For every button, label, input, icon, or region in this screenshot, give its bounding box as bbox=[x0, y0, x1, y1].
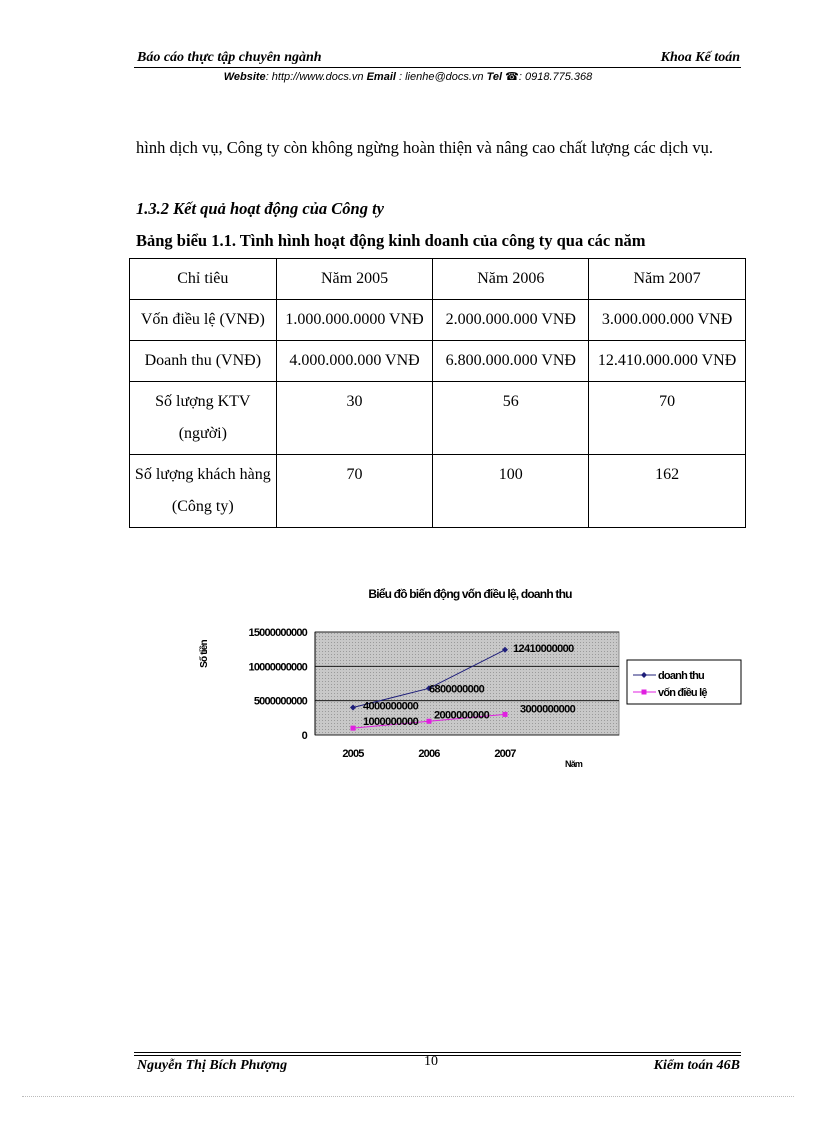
legend-marker bbox=[642, 690, 647, 695]
x-axis-label: Năm bbox=[565, 759, 583, 769]
table-cell: 56 bbox=[433, 382, 589, 455]
section-title: 1.3.2 Kết quả hoạt động của Công ty bbox=[136, 199, 384, 218]
data-label: 12410000000 bbox=[513, 642, 574, 655]
business-results-table bbox=[129, 258, 746, 528]
x-tick-label: 2005 bbox=[342, 748, 364, 760]
legend-label: vốn điều lệ bbox=[658, 687, 707, 699]
email-label: Email bbox=[366, 71, 396, 83]
header-department: Khoa Kế toán bbox=[660, 50, 740, 65]
table-row bbox=[130, 382, 746, 455]
header-report-title: Báo cáo thực tập chuyên ngành bbox=[137, 50, 322, 65]
table-header-cell: Chỉ tiêu bbox=[130, 259, 277, 300]
legend-label: doanh thu bbox=[658, 670, 704, 682]
table-cell: Số lượng khách hàng (Công ty) bbox=[130, 455, 277, 528]
y-tick-label: 5000000000 bbox=[253, 695, 307, 708]
page-edge bbox=[22, 1096, 794, 1097]
data-label: 6800000000 bbox=[429, 683, 485, 696]
data-point bbox=[427, 719, 432, 724]
body-paragraph: hình dịch vụ, Công ty còn không ngừng hoàn thiện và nâng cao chất lượng các dịch vụ. bbox=[136, 138, 713, 157]
table-row bbox=[130, 455, 746, 528]
table-cell: 70 bbox=[276, 455, 433, 528]
table-cell: 162 bbox=[589, 455, 746, 528]
y-tick-label: 15000000000 bbox=[248, 627, 307, 639]
website-value: : http://www.docs.vn bbox=[265, 71, 364, 83]
table-cell: 1.000.000.0000 VNĐ bbox=[276, 300, 433, 341]
footer-class: Kiểm toán 46B bbox=[653, 1058, 740, 1073]
data-label: 1000000000 bbox=[363, 716, 419, 729]
chart-legend bbox=[627, 660, 741, 704]
table-cell: 6.800.000.000 VNĐ bbox=[433, 341, 589, 382]
data-label: 4000000000 bbox=[363, 700, 419, 713]
data-label: 3000000000 bbox=[520, 703, 576, 716]
table-cell: 4.000.000.000 VNĐ bbox=[276, 341, 433, 382]
website-label: Website bbox=[223, 71, 266, 83]
tel-label: Tel bbox=[486, 71, 503, 83]
table-cell: Vốn điều lệ (VNĐ) bbox=[130, 300, 277, 341]
header-rule bbox=[134, 67, 741, 68]
table-cell: Số lượng KTV (người) bbox=[130, 382, 277, 455]
phone-icon: ☎ bbox=[505, 71, 519, 83]
header-contact bbox=[0, 70, 816, 83]
chart-title: Biểu đồ biến động vốn điều lệ, doanh thu bbox=[368, 587, 572, 601]
x-tick-label: 2006 bbox=[418, 748, 440, 760]
footer-rule bbox=[134, 1052, 741, 1053]
table-cell: 2.000.000.000 VNĐ bbox=[433, 300, 589, 341]
table-cell: Doanh thu (VNĐ) bbox=[130, 341, 277, 382]
y-tick-label: 10000000000 bbox=[248, 661, 307, 674]
revenue-capital-chart bbox=[190, 582, 750, 782]
table-row bbox=[130, 341, 746, 382]
table-cell: 70 bbox=[589, 382, 746, 455]
table-cell: 30 bbox=[276, 382, 433, 455]
data-point bbox=[503, 712, 508, 717]
data-point bbox=[351, 726, 356, 731]
page-number: 10 bbox=[424, 1054, 438, 1069]
tel-value: : 0918.775.368 bbox=[518, 71, 593, 83]
table-header-cell: Năm 2007 bbox=[589, 259, 746, 300]
data-label: 2000000000 bbox=[434, 709, 490, 722]
email-value: : lienhe@docs.vn bbox=[399, 71, 484, 83]
footer-author: Nguyễn Thị Bích Phượng bbox=[137, 1058, 288, 1073]
table-header-cell: Năm 2006 bbox=[433, 259, 589, 300]
table-cell: 12.410.000.000 VNĐ bbox=[589, 341, 746, 382]
table-cell: 3.000.000.000 VNĐ bbox=[589, 300, 746, 341]
table-header-cell: Năm 2005 bbox=[276, 259, 433, 300]
table-row bbox=[130, 300, 746, 341]
table-caption: Bảng biểu 1.1. Tình hình hoạt động kinh doanh của công ty qua các năm bbox=[136, 231, 646, 250]
x-tick-label: 2007 bbox=[494, 748, 516, 760]
y-axis-label: Số tiền bbox=[199, 640, 210, 668]
table-cell: 100 bbox=[433, 455, 589, 528]
table-header-row bbox=[130, 259, 746, 300]
y-tick-label: 0 bbox=[301, 730, 307, 742]
